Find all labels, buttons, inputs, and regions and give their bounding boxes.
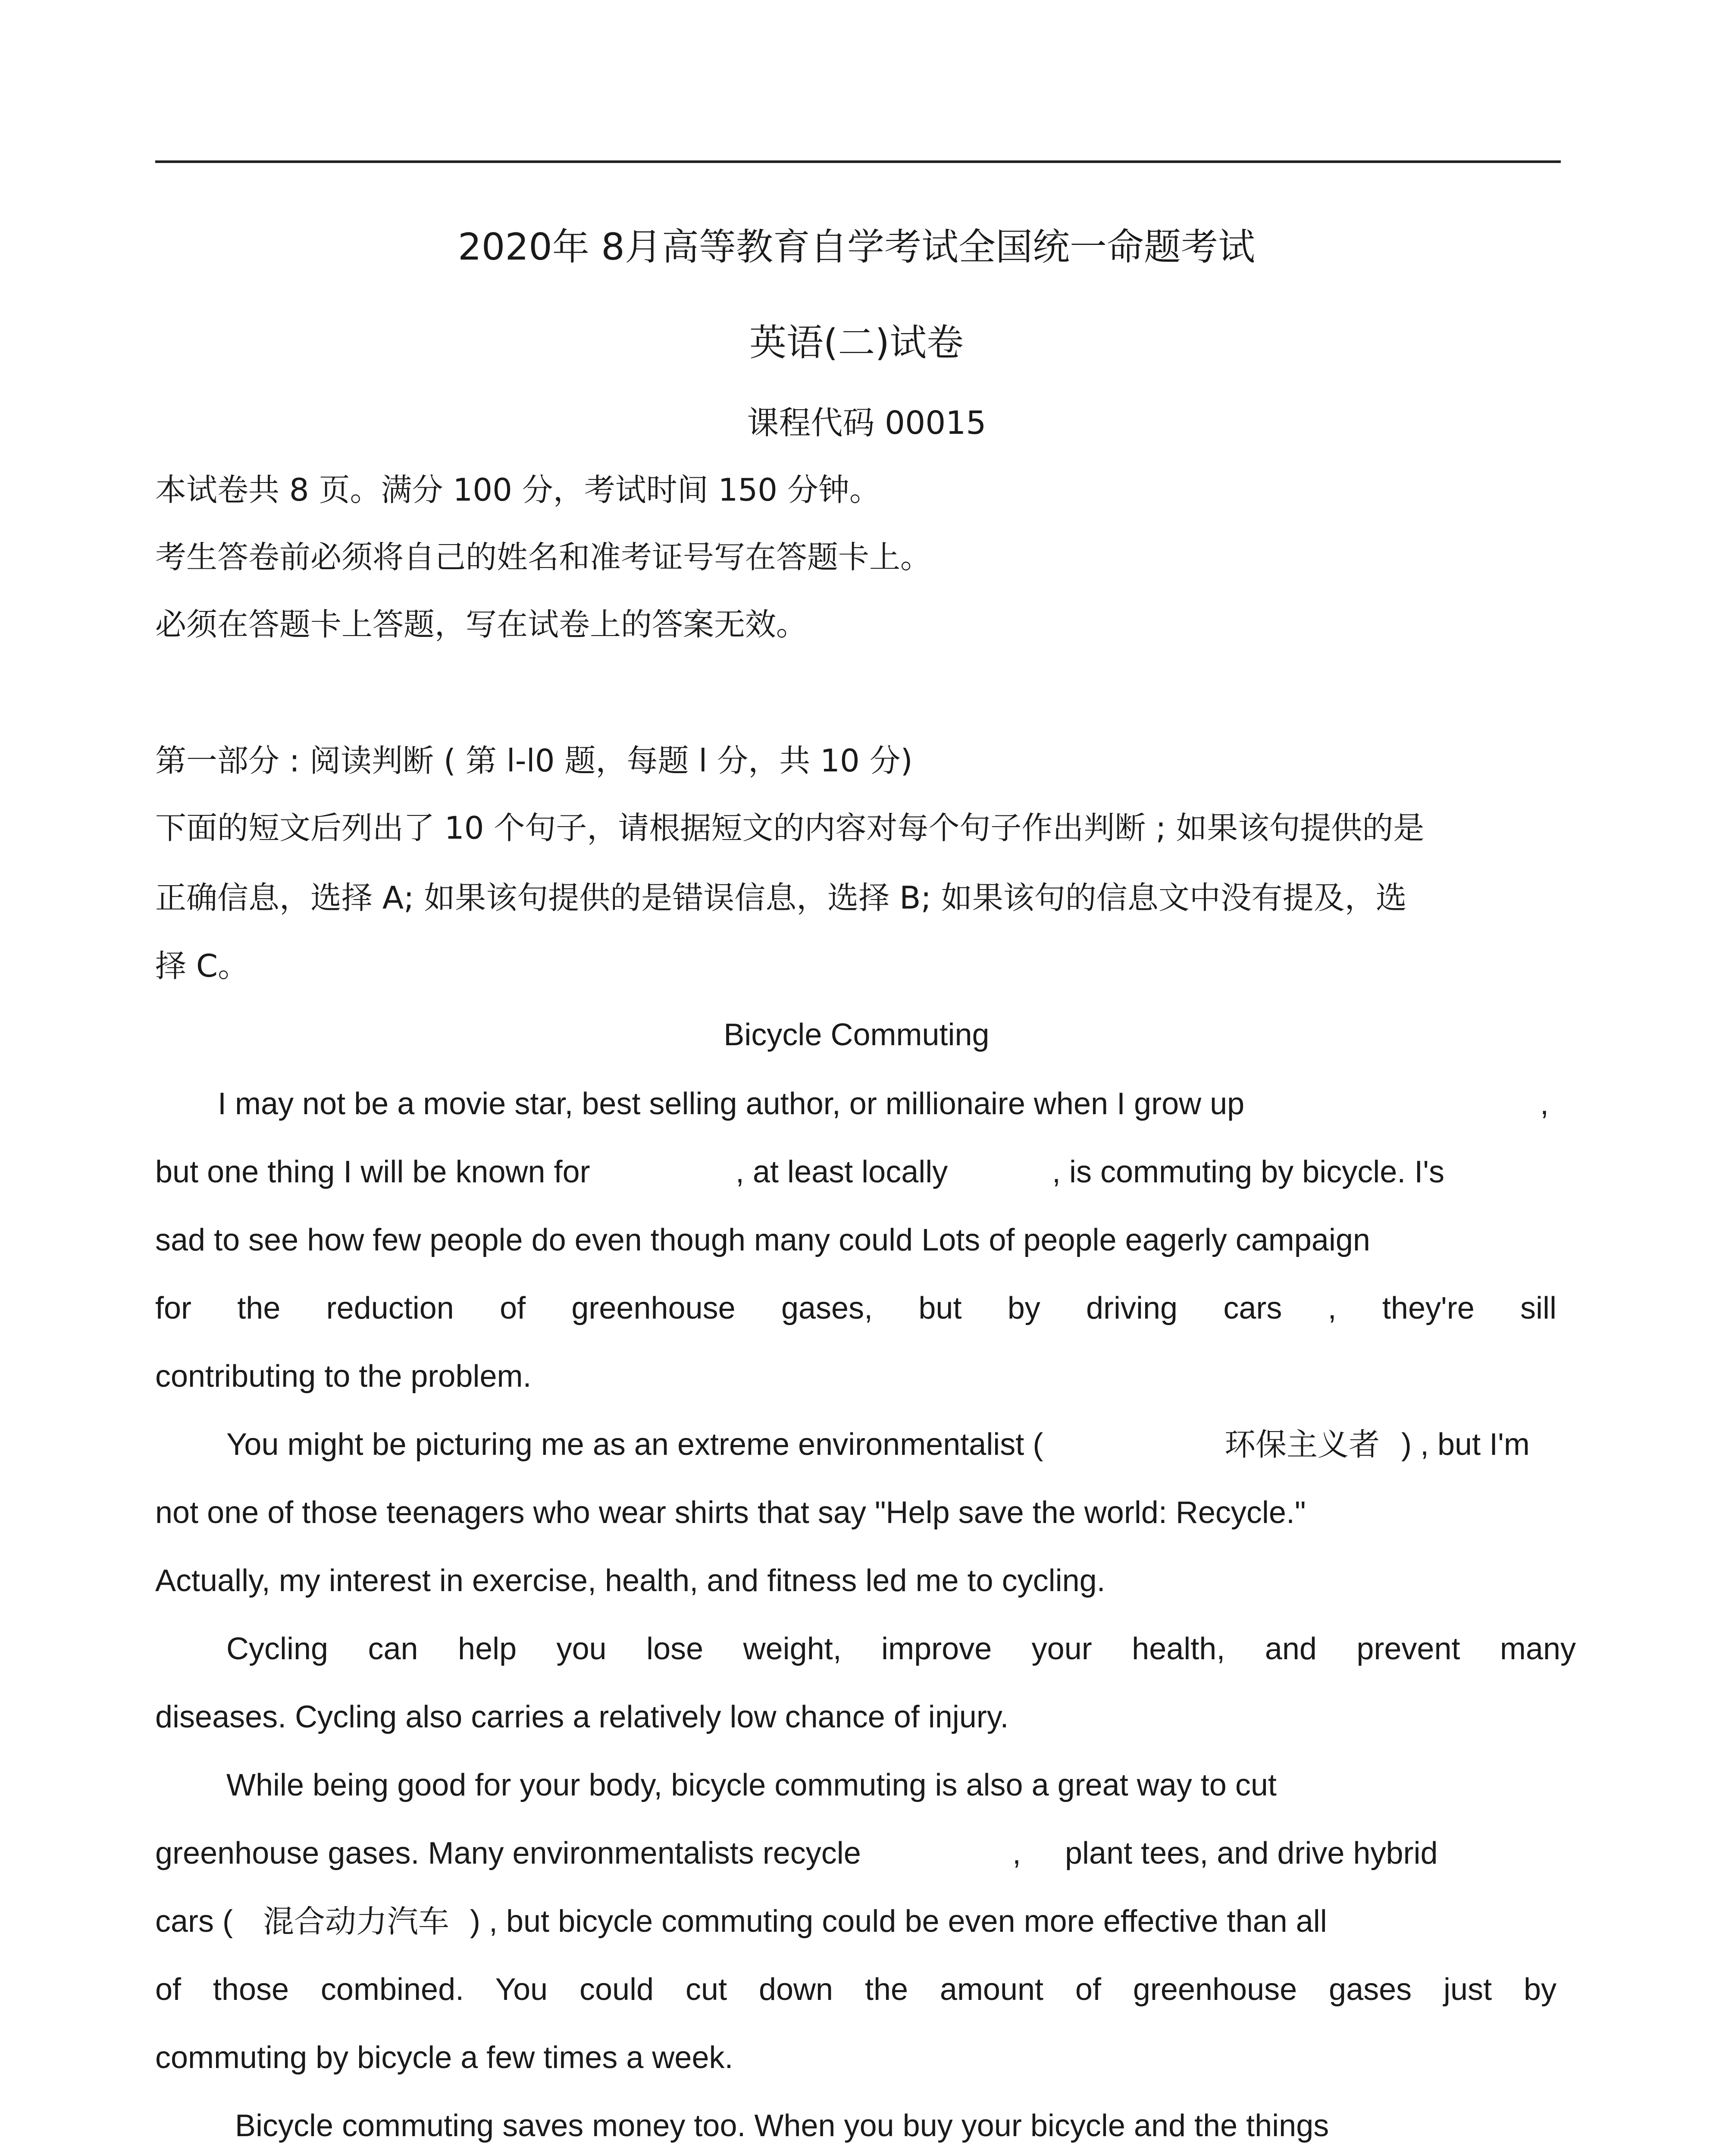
passage-line: , is commuting by bicycle. I's (1052, 1155, 1445, 1189)
passage-title: Bicycle Commuting (723, 1018, 990, 1052)
part1-directions-line: 正确信息，选择 A; 如果该句提供的是错误信息，选择 B; 如果该句的信息文中没有提及，选 (155, 880, 1407, 916)
passage-line: ) , but I'm (1401, 1427, 1530, 1462)
top-rule (155, 160, 1561, 163)
passage-line: Actually, my interest in exercise, health, and fitness led me to cycling. (155, 1564, 1105, 1598)
passage-line: , (1012, 1836, 1021, 1871)
instruction-line: 本试卷共 8 页。满分 100 分，考试时间 150 分钟。 (155, 472, 880, 508)
passage-line: contributing to the problem. (155, 1359, 532, 1394)
part1-directions-line: 择 C。 (155, 948, 249, 984)
passage-line: for the reduction of greenhouse gases, but by driving cars , they're sill (155, 1291, 1556, 1326)
instruction-line: 考生答卷前必须将自己的姓名和准考证号写在答题卡上。 (155, 539, 932, 575)
passage-line: plant tees, and drive hybrid (1065, 1836, 1438, 1871)
passage-line: of those combined. You could cut down the amount of greenhouse gases just by (155, 1972, 1556, 2007)
part1-heading: 第一部分 : 阅读判断 ( 第 l-l0 题，每题 l 分，共 10 分) (155, 743, 913, 779)
passage-line: sad to see how few people do even though many could Lots of people eagerly campaign (155, 1223, 1370, 1257)
passage-line: commuting by bicycle a few times a week. (155, 2040, 733, 2075)
passage-line: You might be picturing me as an extreme environmentalist ( (226, 1427, 1043, 1462)
part1-directions-line: 下面的短文后列出了 10 个句子，请根据短文的内容对每个句子作出判断 ; 如果该句提供的是 (155, 810, 1425, 846)
passage-line: , at least locally (736, 1155, 948, 1189)
passage-line: greenhouse gases. Many environmentalists recycle (155, 1836, 861, 1871)
passage-line: but one thing I will be known for (155, 1155, 590, 1189)
passage-line: While being good for your body, bicycle commuting is also a great way to cut (226, 1768, 1277, 1802)
passage-line: , (1540, 1087, 1549, 1121)
instruction-line: 必须在答题卡上答题，写在试卷上的答案无效。 (155, 606, 808, 642)
passage-gloss: 混合动力汽车 (263, 1903, 450, 1940)
passage-line: Bicycle commuting saves money too. When you buy your bicycle and the things (235, 2109, 1329, 2143)
passage-line: diseases. Cycling also carries a relatively low chance of injury. (155, 1700, 1009, 1734)
passage-line: Cycling can help you lose weight, improve your health, and prevent many (226, 1632, 1576, 1666)
passage-line: I may not be a movie star, best selling author, or millionaire when I grow up (218, 1087, 1245, 1121)
exam-subtitle: 英语(二)试卷 (749, 321, 964, 364)
passage-line: ) , but bicycle commuting could be even more effective than all (470, 1904, 1327, 1939)
course-code: 课程代码 00015 (747, 404, 986, 442)
passage-gloss: 环保主义者 (1224, 1426, 1380, 1463)
passage-line: cars ( (155, 1904, 233, 1939)
passage-line: not one of those teenagers who wear shirts that say "Help save the world: Recycle." (155, 1495, 1306, 1530)
exam-title: 2020年 8月高等教育自学考试全国统一命题考试 (458, 226, 1255, 269)
